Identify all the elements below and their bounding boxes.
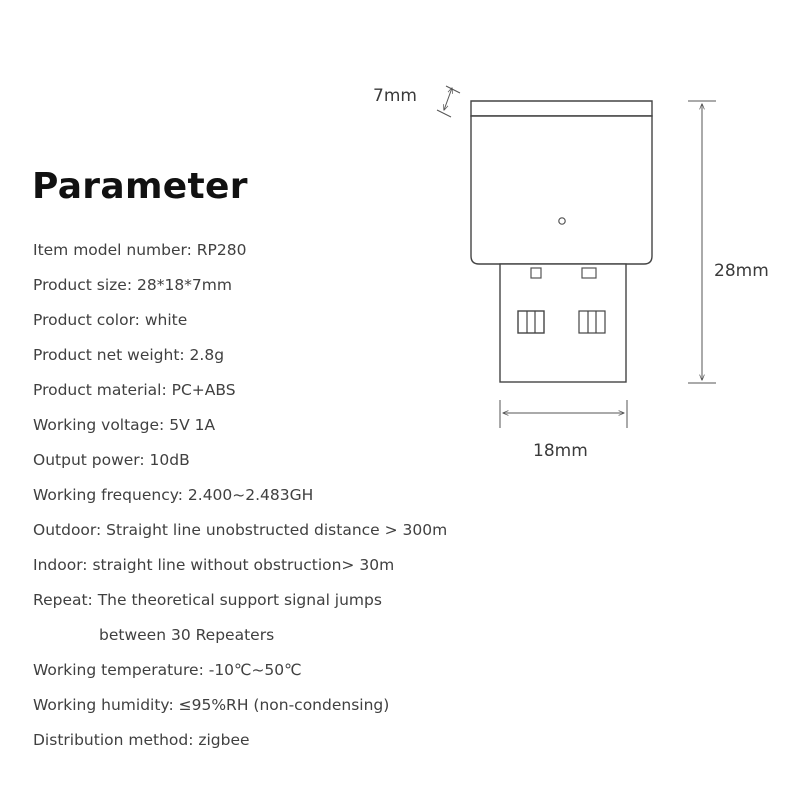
spec-material: Product material: PC+ABS	[33, 381, 236, 399]
depth-dimension-line	[437, 86, 460, 117]
depth-label: 7mm	[373, 86, 417, 106]
height-label: 28mm	[714, 261, 769, 281]
width-dimension-line	[500, 400, 627, 428]
usb-dongle-illustration	[471, 101, 652, 382]
spec-model-number: Item model number: RP280	[33, 241, 247, 259]
height-dimension-line	[688, 101, 716, 383]
usb-plug	[500, 264, 626, 382]
width-label: 18mm	[533, 441, 588, 461]
spec-working-frequency: Working frequency: 2.400~2.483GH	[33, 486, 314, 504]
spec-outdoor-range: Outdoor: Straight line unobstructed distance > 300m	[33, 521, 448, 539]
spec-working-temperature: Working temperature: -10℃~50℃	[33, 661, 302, 679]
spec-working-humidity: Working humidity: ≤95%RH (non-condensing)	[33, 696, 390, 714]
spec-repeat: Repeat: The theoretical support signal jumps	[33, 591, 382, 609]
spec-product-size: Product size: 28*18*7mm	[33, 276, 232, 294]
spec-working-voltage: Working voltage: 5V 1A	[33, 416, 216, 434]
spec-repeat-continued: between 30 Repeaters	[99, 626, 275, 644]
page-title: Parameter	[32, 166, 248, 207]
spec-indoor-range: Indoor: straight line without obstruction> 30m	[33, 556, 395, 574]
spec-net-weight: Product net weight: 2.8g	[33, 346, 225, 364]
spec-product-color: Product color: white	[33, 311, 188, 329]
spec-distribution-method: Distribution method: zigbee	[33, 731, 250, 749]
spec-output-power: Output power: 10dB	[33, 451, 190, 469]
